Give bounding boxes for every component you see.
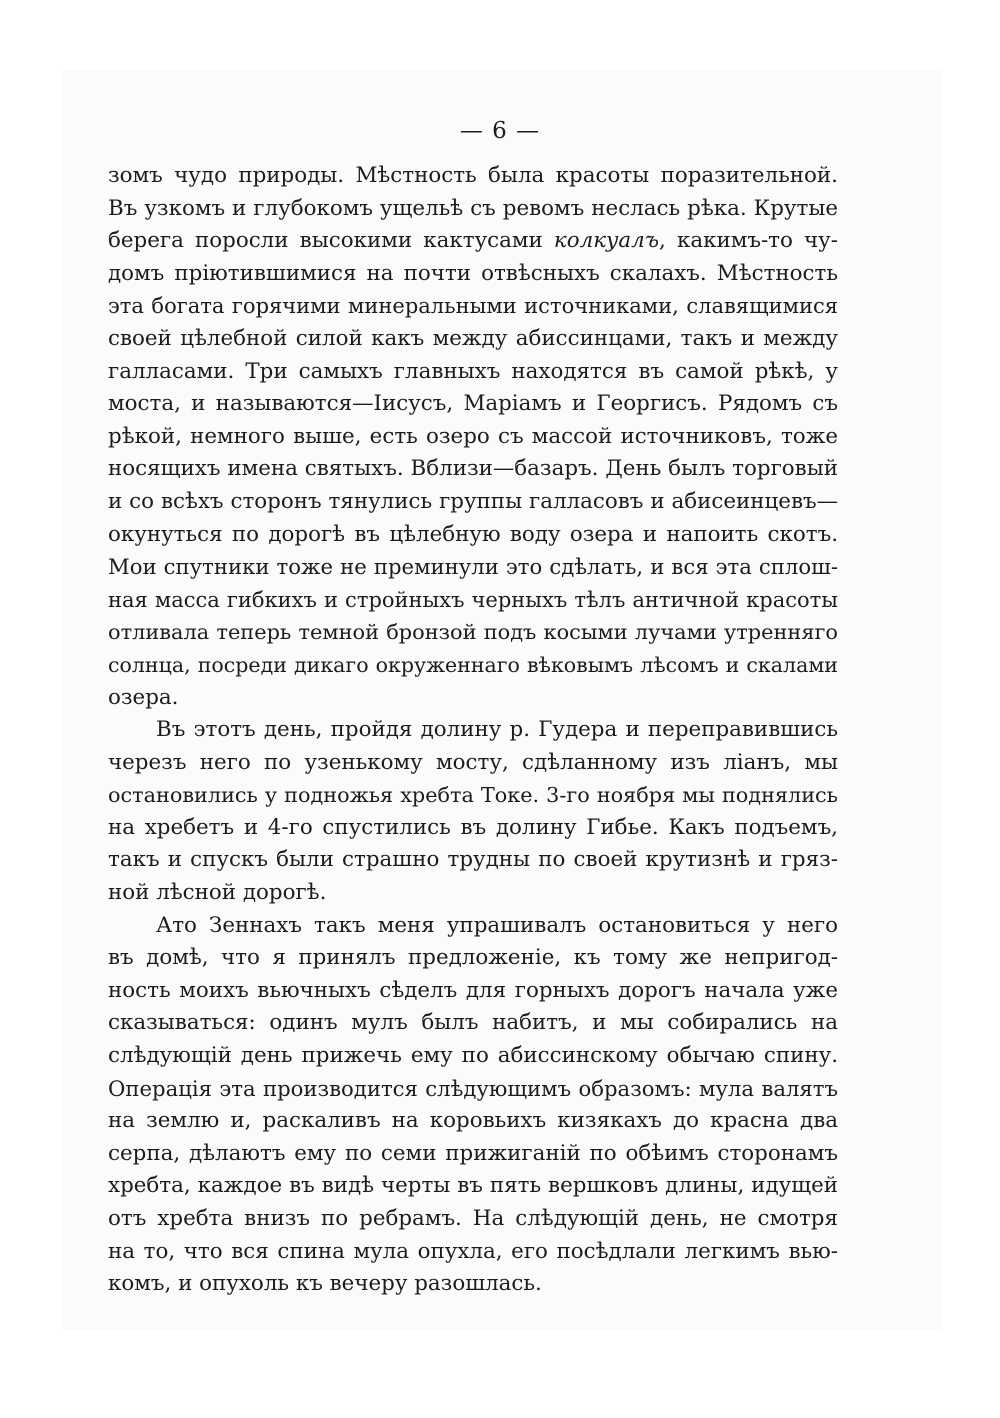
italic-term: колкуалъ: [553, 228, 660, 254]
text-line: такъ и спускъ были страшно трудны по своей крутизнѣ и гряз-: [108, 847, 838, 873]
text-line: Въ узкомъ и глубокомъ ущельѣ съ ревомъ неслась рѣка. Крутые: [108, 195, 838, 221]
page-number: — 6 —: [459, 118, 541, 144]
text-line: Мои спутники тоже не преминули это сдѣлать, и вся эта сплош-: [108, 554, 838, 580]
text-line: ной лѣсной дорогѣ.: [108, 880, 327, 906]
text-line: галласами. Три самыхъ главныхъ находятся въ самой рѣкѣ, у: [108, 358, 838, 384]
text-line: остановились у подножья хребта Токе. 3-го ноября мы поднялись: [108, 783, 838, 808]
text-line: моста, и называются—Іисусъ, Маріамъ и Георгисъ. Рядомъ съ: [108, 391, 838, 417]
text-segment: , какимъ-то чу-: [659, 228, 838, 254]
text-line: сказываться: одинъ мулъ былъ набитъ, и мы собирались на: [108, 1010, 838, 1036]
text-line: на хребетъ и 4-го спустились въ долину Гибье. Какъ подъемъ,: [108, 814, 838, 840]
text-line: окунуться по дорогѣ въ цѣлебную воду озера и напоить скотъ.: [108, 521, 838, 547]
text-line: Операція эта производится слѣдующимъ образомъ: мула валятъ: [108, 1075, 838, 1101]
text-line: эта богата горячими минеральными источниками, славящимися: [108, 293, 838, 319]
text-line: комъ, и опухоль къ вечеру разошлась.: [108, 1271, 542, 1297]
text-line: Ато Зеннахъ такъ меня упрашивалъ остановиться у него: [156, 912, 838, 938]
text-line: ная масса гибкихъ и стройныхъ черныхъ тѣлъ античной красоты: [108, 587, 838, 612]
text-line: въ домѣ, что я принялъ предложеніе, къ тому же непригод-: [108, 945, 838, 971]
text-line: черезъ него по узенькому мосту, сдѣланному изъ ліанъ, мы: [108, 749, 838, 775]
text-line: своей цѣлебной силой какъ между абиссинцами, такъ и между: [108, 325, 838, 351]
text-line: озера.: [108, 684, 179, 710]
text-line: ность моихъ вьючныхъ сѣделъ для горныхъ дорогъ начала уже: [108, 977, 838, 1003]
text-line: Въ этотъ день, пройдя долину р. Гудера и переправившись: [156, 717, 838, 743]
text-line: слѣдующій день прижечь ему по абиссинскому обычаю спину.: [108, 1043, 838, 1069]
text-line: серпа, дѣлаютъ ему по семи прижиганій по обѣимъ сторонамъ: [108, 1140, 838, 1166]
text-line: и со всѣхъ сторонъ тянулись группы галласовъ и абисеинцевъ—: [108, 488, 838, 514]
text-line: на то, что вся спина мула опухла, его посѣдлали легкимъ вью-: [108, 1238, 838, 1264]
text-line: хребта, каждое въ видѣ черты въ пять вершковъ длины, идущей: [108, 1173, 838, 1199]
text-line: отъ хребта внизъ по ребрамъ. На слѣдующій день, не смотря: [108, 1206, 838, 1231]
text-line: [108, 225, 838, 258]
text-line: зомъ чудо природы. Мѣстность была красоты поразительной.: [108, 163, 838, 188]
text-segment: берега поросли высокими кактусами: [108, 228, 554, 254]
text-line: на землю и, раскаливъ на коровьихъ кизякахъ до красна два: [108, 1108, 838, 1134]
body-text: [108, 160, 838, 1301]
text-line: отливала теперь темной бронзой подъ косыми лучами утренняго: [108, 620, 838, 645]
text-line: домъ пріютившимися на почти отвѣсныхъ скалахъ. Мѣстность: [108, 260, 838, 286]
text-line: рѣкой, немного выше, есть озеро съ массой источниковъ, тоже: [108, 423, 838, 449]
text-line: солнца, посреди дикаго окруженнаго вѣковымъ лѣсомъ и скалами: [108, 652, 838, 677]
text-line: носящихъ имена святыхъ. Вблизи—базаръ. День былъ торговый: [108, 456, 838, 482]
